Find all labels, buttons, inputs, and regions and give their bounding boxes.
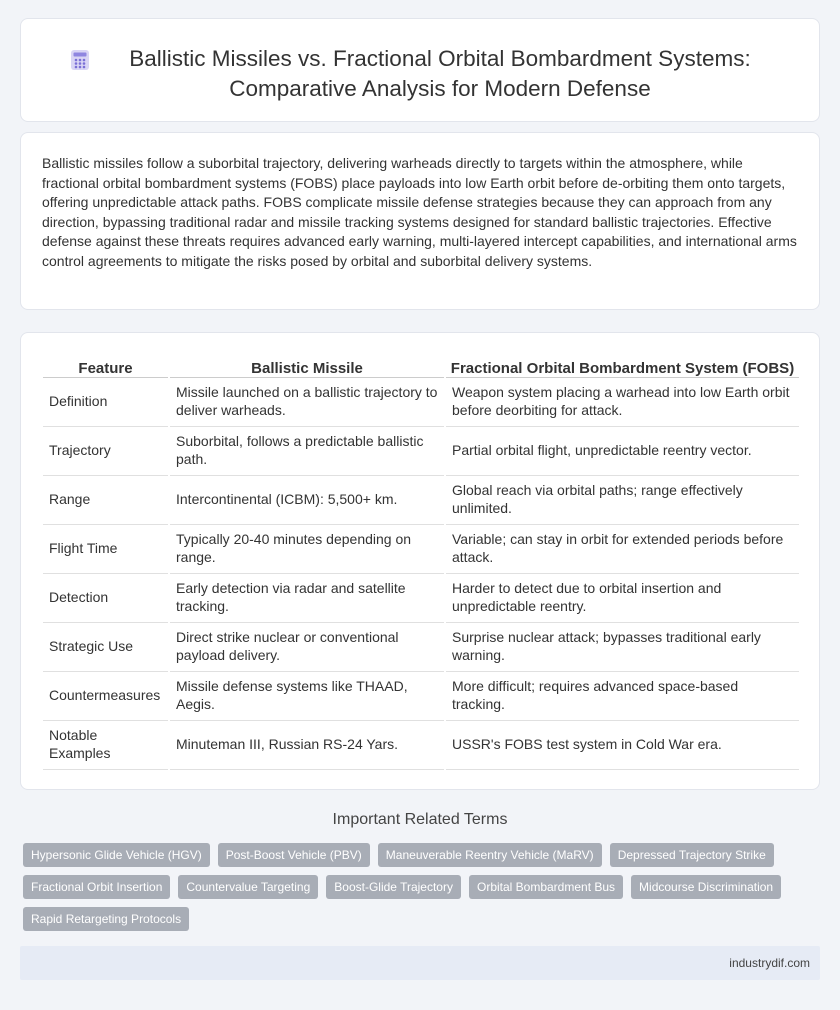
row-ballistic-value: Minuteman III, Russian RS-24 Yars. xyxy=(169,720,445,769)
table-row xyxy=(43,720,799,769)
related-term-tag[interactable]: Orbital Bombardment Bus xyxy=(469,875,623,899)
related-terms-heading: Important Related Terms xyxy=(332,811,508,828)
table-row xyxy=(43,426,799,475)
comparison-table xyxy=(43,353,799,770)
row-ballistic-value: Suborbital, follows a predictable ballistic path. xyxy=(169,426,445,475)
row-feature: Notable Examples xyxy=(43,720,169,769)
table-row xyxy=(43,671,799,720)
row-feature: Strategic Use xyxy=(43,622,169,671)
row-feature: Trajectory xyxy=(43,426,169,475)
title-card xyxy=(20,18,820,122)
row-ballistic-value: Early detection via radar and satellite tracking. xyxy=(169,573,445,622)
related-term-tag[interactable]: Maneuverable Reentry Vehicle (MaRV) xyxy=(378,843,602,867)
related-term-tag[interactable]: Boost-Glide Trajectory xyxy=(326,875,461,899)
table-header-row xyxy=(43,353,799,377)
comparison-table-card xyxy=(20,332,820,790)
related-term-tag[interactable]: Post-Boost Vehicle (PBV) xyxy=(218,843,370,867)
related-term-tag[interactable]: Hypersonic Glide Vehicle (HGV) xyxy=(23,843,210,867)
row-fobs-value: Global reach via orbital paths; range effectively unlimited. xyxy=(445,475,799,524)
row-ballistic-value: Direct strike nuclear or conventional payload delivery. xyxy=(169,622,445,671)
related-terms-list xyxy=(23,843,803,931)
row-fobs-value: More difficult; requires advanced space-based tracking. xyxy=(445,671,799,720)
related-term-tag[interactable]: Fractional Orbit Insertion xyxy=(23,875,170,899)
header-ballistic-missile: Ballistic Missile xyxy=(169,353,445,377)
row-ballistic-value: Missile launched on a ballistic trajectory to deliver warheads. xyxy=(169,377,445,426)
header-feature: Feature xyxy=(43,353,169,377)
row-ballistic-value: Typically 20-40 minutes depending on range. xyxy=(169,524,445,573)
table-row xyxy=(43,573,799,622)
row-feature: Range xyxy=(43,475,169,524)
table-row xyxy=(43,524,799,573)
related-term-tag[interactable]: Midcourse Discrimination xyxy=(631,875,781,899)
row-fobs-value: Partial orbital flight, unpredictable reentry vector. xyxy=(445,426,799,475)
row-fobs-value: Variable; can stay in orbit for extended periods before attack. xyxy=(445,524,799,573)
row-ballistic-value: Intercontinental (ICBM): 5,500+ km. xyxy=(169,475,445,524)
table-row xyxy=(43,475,799,524)
row-feature: Flight Time xyxy=(43,524,169,573)
row-fobs-value: Weapon system placing a warhead into low Earth orbit before deorbiting for attack. xyxy=(445,377,799,426)
table-row xyxy=(43,377,799,426)
row-feature: Detection xyxy=(43,573,169,622)
related-term-tag[interactable]: Depressed Trajectory Strike xyxy=(610,843,774,867)
row-fobs-value: Surprise nuclear attack; bypasses traditional early warning. xyxy=(445,622,799,671)
intro-card xyxy=(20,132,820,310)
footer-site-link[interactable]: industrydif.com xyxy=(729,956,810,970)
row-ballistic-value: Missile defense systems like THAAD, Aegis. xyxy=(169,671,445,720)
related-term-tag[interactable]: Countervalue Targeting xyxy=(178,875,318,899)
header-fobs: Fractional Orbital Bombardment System (FOBS) xyxy=(445,353,799,377)
related-term-tag[interactable]: Rapid Retargeting Protocols xyxy=(23,907,189,931)
row-fobs-value: Harder to detect due to orbital insertion and unpredictable reentry. xyxy=(445,573,799,622)
row-feature: Countermeasures xyxy=(43,671,169,720)
row-feature: Definition xyxy=(43,377,169,426)
table-row xyxy=(43,622,799,671)
intro-paragraph: Ballistic missiles follow a suborbital trajectory, delivering warheads directly to targets within the atmosphere, while fractional orbital bombardment systems (FOBS) place payloads into low Earth orbit before de-orbiting them onto targets, offering unpredictable attack paths. FOBS complicate missile defense strategies because they can approach from any direction, bypassing traditional radar and missile tracking systems designed for standard ballistic trajectories. Effective defense against these threats requires advanced early warning, multi-layered intercept capabilities, and international arms control agreements to mitigate the risks posed by orbital and suborbital delivery systems. xyxy=(42,155,797,269)
row-fobs-value: USSR's FOBS test system in Cold War era. xyxy=(445,720,799,769)
footer xyxy=(20,946,820,980)
page-title: Ballistic Missiles vs. Fractional Orbital Bombardment Systems: Comparative Analysis for Modern Defense xyxy=(129,46,751,101)
